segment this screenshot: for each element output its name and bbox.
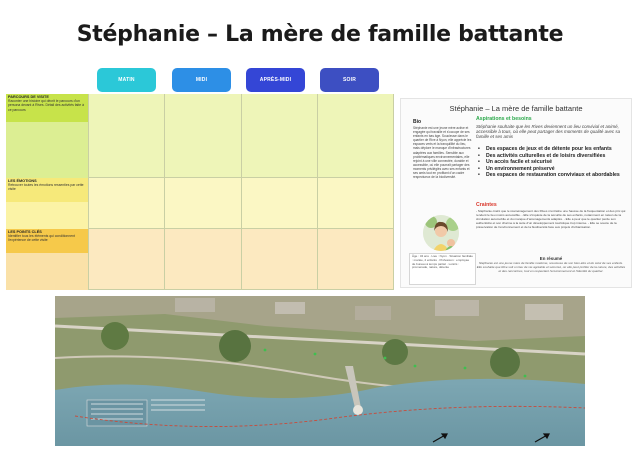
row-heading: LES POINTS CLÉS: [8, 230, 42, 234]
bio-heading: Bio: [413, 119, 422, 125]
phase-soir[interactable]: [320, 68, 379, 92]
cell[interactable]: [242, 94, 318, 178]
cell[interactable]: [318, 178, 394, 229]
page-title: Stéphanie – La mère de famille battante: [76, 22, 564, 47]
summary-heading: En résumé: [539, 256, 563, 261]
phase-label: MIDI: [195, 77, 208, 83]
cell[interactable]: [242, 178, 318, 229]
cell[interactable]: [165, 178, 241, 229]
phase-midi[interactable]: [172, 68, 231, 92]
phase-label: APRÈS-MIDI: [259, 77, 292, 83]
row-label-fill: [6, 202, 88, 229]
cell[interactable]: [88, 178, 165, 229]
bio-text: Stéphanie est une jeune mère active et engagée qui travaille et s'occupe de ses enfants en bas âge. Soucieuse dans le quartier de Rive à Nyon, elle apprécie les espaces verts et la tranquillité du lieu, mais déplore le manque d'infrastructures adaptées aux familles. Sensible aux problématiques environnementales, elle rejoint à une ville connectée, durable et accessible, où elle pourrait partager des moments privilégiés avec ses enfants et ses amis tout en profitant d'un cadre respectueux de la biodiversité.: [413, 126, 472, 180]
need-item: • Des espaces de jeux et de détente pour les enfants: [478, 146, 626, 153]
phase-label: MATIN: [118, 77, 135, 83]
row-points-cles: [6, 229, 394, 290]
row-cells: [88, 178, 394, 229]
aspirations-heading: Aspirations et besoins: [476, 116, 532, 122]
row-cells: [88, 94, 394, 178]
cell[interactable]: [88, 94, 165, 178]
aspirations-text: Stéphanie souhaite que les Rives deviennent un lieu convivial et animé, accessible à tous, où elle peut partager des moments de qualité avec sa famille et ses amis: [476, 124, 621, 140]
cell[interactable]: [318, 94, 394, 178]
cell[interactable]: [318, 229, 394, 290]
row-description: Retrouver toutes les émotions ressenties par cette visite: [8, 183, 84, 192]
need-item: • Un accès facile et sécurisé: [478, 159, 626, 166]
row-heading: PARCOURS DE VISITE: [8, 95, 49, 99]
journey-board: [6, 94, 394, 290]
row-label: [6, 229, 88, 253]
summary-text: Stéphanie est une jeune mère de famille moderne, soucieuse de son bien-être et de celui de ses enfants. Elle souhaite que Rive soit un lieu de vie agréable et sécurisé, où elle peut profiter de la nature, des activités et des rencontres, tout en respectant l'environnement et l'identité du quartier.: [476, 261, 626, 273]
need-item: • Des activités culturelles et de loisirs diversifiées: [478, 153, 626, 160]
phase-apres-midi[interactable]: [246, 68, 305, 92]
row-label: [6, 94, 88, 122]
row-label-fill: [6, 122, 88, 178]
row-description: Identifier tous les éléments qui conditionnent l'expérience de cette visite: [8, 234, 75, 243]
constraints-heading: Craintes: [476, 202, 497, 208]
cell[interactable]: [242, 229, 318, 290]
cell[interactable]: [88, 229, 165, 290]
persona-info-box: Âge : 34 ans · Lieu : Nyon · Situation familiale : mariée, 2 enfants · Profession : employée de bureau à temps partiel · Loisirs : promenade, nature, détente: [409, 253, 476, 285]
row-label-fill: [6, 253, 88, 290]
row-parcours: [6, 94, 394, 178]
needs-list: [478, 146, 626, 179]
row-heading: LES ÉMOTIONS: [8, 179, 37, 183]
aerial-map-image: [55, 296, 585, 446]
phase-matin[interactable]: [97, 68, 156, 92]
row-cells: [88, 229, 394, 290]
phase-label: SOIR: [342, 77, 357, 83]
persona-title: Stéphanie – La mère de famille battante: [449, 104, 583, 113]
cell[interactable]: [165, 229, 241, 290]
cell[interactable]: [165, 94, 241, 178]
row-description: Raconter une histoire qui décrit le parcours d'un persona devant à Rives. Détail des activités faite à ce parcours: [8, 99, 84, 112]
person-photo-icon: [423, 215, 459, 251]
row-emotions: [6, 178, 394, 229]
aerial-map[interactable]: [55, 296, 585, 446]
need-item: • Un environnement préservé: [478, 166, 626, 173]
constraints-text: - Stéphanie craint que le réaménagement des Rives n'entraîne une hausse de la fréquentation et des prix qui rendent le lieu moins accessible. - Elle s'inquiète de la sécurité de ses enfants, notamment en raison de la circulation automobile et du manque d'aménagements adaptés. - Elle a peur que le quartier perde son authenticité et son charme à la suite d'un développement touristique trop intense. - Elle se soucie de la préservation de l'environnement et de la biodiversité face aux projets d'urbanisation.: [476, 209, 626, 229]
need-item: • Des espaces de restauration conviviaux et abordables: [478, 172, 626, 179]
row-label: [6, 178, 88, 202]
